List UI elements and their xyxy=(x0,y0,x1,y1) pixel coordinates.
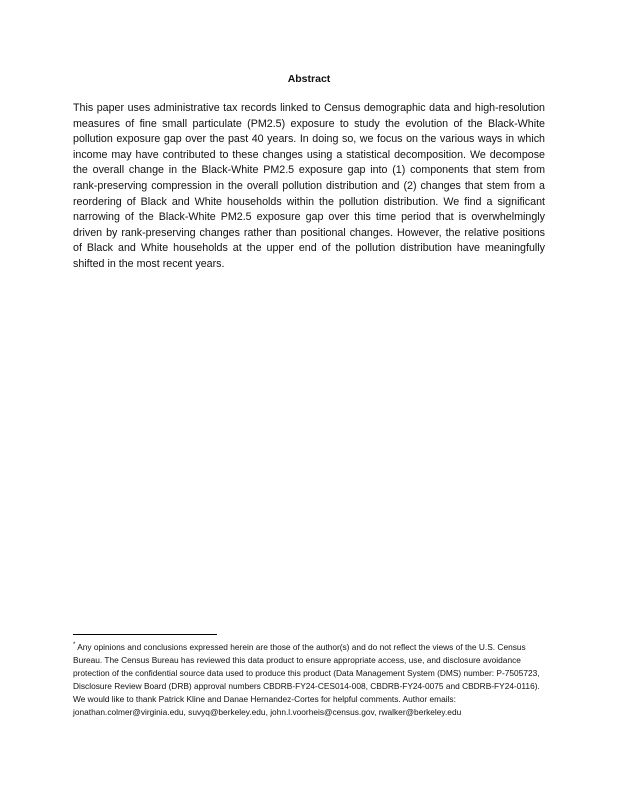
abstract-body: This paper uses administrative tax records linked to Census demographic data and high-resolution measures of fine small particulate (PM2.5) exposure to study the evolution of the Black-White pollution exposure gap over the past 40 years. In doing so, we focus on the various ways in which income may have contributed to these changes using a statistical decomposition. We decompose the overall change in the Black-White PM2.5 exposure gap into (1) components that stem from rank-preserving compression in the overall pollution distribution and (2) changes that stem from a reordering of Black and White households within the pollution distribution. We find a significant narrowing of the Black-White PM2.5 exposure gap over this time period that is overwhelmingly driven by rank-preserving changes rather than positional changes. However, the relative positions of Black and White households at the upper end of the pollution distribution have meaningfully shifted in the most recent years. xyxy=(73,102,545,270)
footnote-marker: * xyxy=(73,642,76,649)
footnote-text: Any opinions and conclusions expressed herein are those of the author(s) and do not reflect the views of the U.S. Census Bureau. The Census Bureau has reviewed this data product to ensure appropriate access, use, and disclosure avoidance protection of the confidential source data used to produce this product (Data Management System (DMS) number: P-7505723, Disclosure Review Board (DRB) approval numbers CBDRB-FY24-CES014-008, CBDRB-FY24-0075 and CBDRB-FY24-0116). We would like to thank Patrick Kline and Danae Hernandez-Cortes for helpful comments. Author emails: jonathan.colmer@virginia.edu, suvyq@berkeley.edu, john.l.voorheis@census.gov, rwalker@berkeley.edu xyxy=(73,642,540,717)
footnote xyxy=(73,641,547,718)
abstract-heading: Abstract xyxy=(287,73,331,85)
footnote-separator xyxy=(73,634,217,635)
